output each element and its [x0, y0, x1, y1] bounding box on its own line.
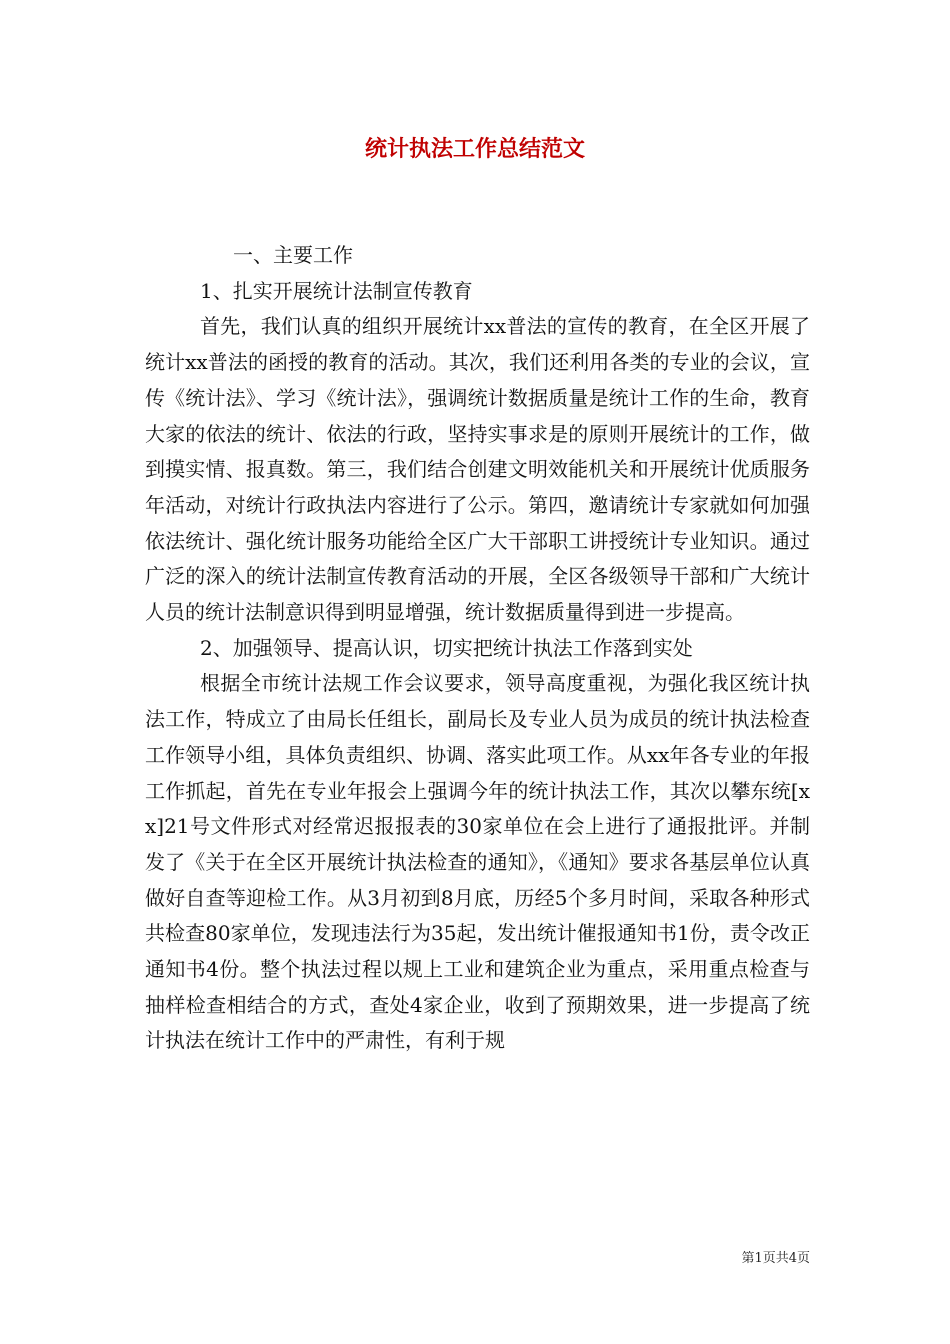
document-body	[145, 238, 810, 1059]
page-number: 第1页共4页	[741, 1251, 810, 1266]
item-heading-2: 2、加强领导、提高认识，切实把统计执法工作落到实处	[200, 635, 693, 660]
paragraph-1: 首先，我们认真的组织开展统计xx普法的宣传的教育，在全区开展了统计xx普法的函授的教育的活动。其次，我们还利用各类的专业的会议，宣传《统计法》、学习《统计法》，强调统计数据质量是统计工作的生命，教育大家的依法的统计、依法的行政，坚持实事求是的原则开展统计的工作，做到摸实情、报真数。第三，我们结合创建文明效能机关和开展统计优质服务年活动，对统计行政执法内容进行了公示。第四，邀请统计专家就如何加强依法统计、强化统计服务功能给全区广大干部职工讲授统计专业知识。通过广泛的深入的统计法制宣传教育活动的开展，全区各级领导干部和广大统计人员的统计法制意识得到明显增强，统计数据质量得到进一步提高。	[145, 314, 810, 625]
paragraph-2: 根据全市统计法规工作会议要求，领导高度重视，为强化我区统计执法工作，特成立了由局长任组长，副局长及专业人员为成员的统计执法检查工作领导小组，具体负责组织、协调、落实此项工作。从xx年各专业的年报工作抓起，首先在专业年报会上强调今年的统计执法工作，其次以攀东统[xx]21号文件形式对经常迟报报表的30家单位在会上进行了通报批评。并制发了《关于在全区开展统计执法检查的通知》，《通知》要求各基层单位认真做好自查等迎检工作。从3月初到8月底，历经5个多月时间，采取各种形式共检查80家单位，发现违法行为35起，发出统计催报通知书1份，责令改正通知书4份。整个执法过程以规上工业和建筑企业为重点，采用重点检查与抽样检查相结合的方式，查处4家企业，收到了预期效果，进一步提高了统计执法在统计工作中的严肃性，有利于规	[145, 671, 810, 1053]
section-heading: 一、主要工作	[233, 243, 353, 267]
document-title: 统计执法工作总结范文	[364, 137, 585, 162]
item-heading-1: 1、扎实开展统计法制宣传教育	[200, 278, 473, 303]
